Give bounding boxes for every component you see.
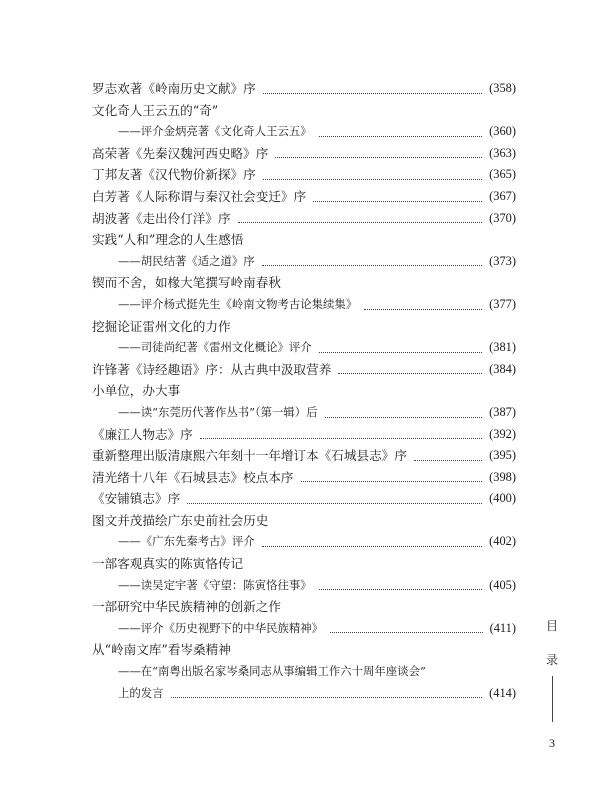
toc-page-number: ( 402 ) xyxy=(489,531,516,553)
dot-leader xyxy=(319,352,482,353)
dot-leader xyxy=(330,632,483,633)
toc-page-number: ( 373 ) xyxy=(489,251,516,273)
toc-title: 重新整理出版清康熙六年刻十一年增订本《石城县志》序 xyxy=(92,448,407,464)
dot-leader xyxy=(262,546,482,547)
toc-entry-row xyxy=(92,316,516,338)
dot-leader xyxy=(319,589,482,590)
dot-leader xyxy=(263,93,482,94)
toc-title: 图文并茂描绘广东史前社会历史 xyxy=(92,512,269,528)
dot-leader xyxy=(313,201,482,202)
toc-entry-row xyxy=(92,359,516,381)
toc-title: 《安铺镇志》序 xyxy=(92,491,181,507)
toc-page-number: ( 414 ) xyxy=(489,683,516,705)
toc-subtitle: ——胡民结著《适之道》序 xyxy=(118,253,255,268)
side-margin xyxy=(538,612,566,751)
toc-subtitle: ——读“东莞历代著作丛书”（第一辑）后 xyxy=(118,404,318,419)
toc-subtitle: ——司徒尚纪著《雷州文化概论》评介 xyxy=(118,340,312,355)
toc-subtitle-row xyxy=(92,121,516,143)
side-divider xyxy=(552,676,553,722)
toc-page-number: ( 384 ) xyxy=(489,359,516,381)
toc-entry-row xyxy=(92,100,516,122)
toc-entry-row xyxy=(92,272,516,294)
dot-leader xyxy=(338,373,482,374)
toc-title: 高荣著《先秦汉魏河西史略》序 xyxy=(92,145,269,161)
toc-subtitle: ——评介《历史视野下的中华民族精神》 xyxy=(118,620,324,635)
toc-entry-row xyxy=(92,380,516,402)
toc-title: 一部客观真实的陈寅恪传记 xyxy=(92,556,244,572)
toc-entry-row xyxy=(92,78,516,100)
toc-entry-row xyxy=(92,639,516,661)
toc-subtitle: ——读吴定宇著《守望：陈寅恪往事》 xyxy=(118,577,312,592)
toc-subtitle: 上的发言 xyxy=(118,685,164,700)
toc-subtitle-row xyxy=(92,618,516,640)
toc-subtitle-row xyxy=(92,683,516,705)
dot-leader xyxy=(263,179,482,180)
toc-subtitle-row xyxy=(92,294,516,316)
toc-subtitle: ——《广东先秦考古》评介 xyxy=(118,534,255,549)
toc-entry-row xyxy=(92,445,516,467)
toc-page-number: ( 360 ) xyxy=(489,121,516,143)
toc-page-number: ( 358 ) xyxy=(489,78,516,100)
toc-entry-row xyxy=(92,186,516,208)
toc-entry-row xyxy=(92,229,516,251)
toc-entry-row xyxy=(92,488,516,510)
dot-leader xyxy=(275,157,482,158)
toc-title: 锲而不舍，如椽大笔撰写岭南春秋 xyxy=(92,275,281,291)
toc-subtitle-row xyxy=(92,337,516,359)
toc-subtitle: ——评介杨式挺先生《岭南文物考古论集续集》 xyxy=(118,296,358,311)
toc-page-number: ( 405 ) xyxy=(489,575,516,597)
toc-title: 清光绪十八年《石城县志》校点本序 xyxy=(92,469,294,485)
toc-title: 实践“人和”理念的人生感悟 xyxy=(92,232,244,248)
toc-entry-row xyxy=(92,164,516,186)
toc-entry-row xyxy=(92,596,516,618)
toc-entry-row xyxy=(92,510,516,532)
toc-page-number: ( 365 ) xyxy=(489,164,516,186)
toc-subtitle-row xyxy=(92,661,516,683)
toc-page-number: ( 398 ) xyxy=(489,467,516,489)
dot-leader xyxy=(262,265,482,266)
toc-title: 胡波著《走出伶仃洋》序 xyxy=(92,210,231,226)
table-of-contents xyxy=(92,78,516,704)
toc-page-number: ( 392 ) xyxy=(489,424,516,446)
toc-entry-row xyxy=(92,467,516,489)
toc-title: 丁邦友著《汉代物价新探》序 xyxy=(92,167,256,183)
toc-title: 一部研究中华民族精神的创新之作 xyxy=(92,599,281,615)
dot-leader xyxy=(364,309,482,310)
toc-page-number: ( 381 ) xyxy=(489,337,516,359)
dot-leader xyxy=(187,503,482,504)
side-label-mu: 目 xyxy=(545,619,558,633)
toc-title: 从“岭南文库”看岑桑精神 xyxy=(92,642,231,658)
toc-title: 文化奇人王云五的“奇” xyxy=(92,102,219,118)
toc-subtitle-row xyxy=(92,531,516,553)
dot-leader xyxy=(171,697,483,698)
toc-entry-row xyxy=(92,424,516,446)
toc-title: 小单位，办大事 xyxy=(92,383,181,399)
toc-subtitle-row xyxy=(92,251,516,273)
toc-page-number: ( 411 ) xyxy=(490,618,516,640)
toc-title: 罗志欢著《岭南历史文献》序 xyxy=(92,81,256,96)
toc-page-number: ( 367 ) xyxy=(489,186,516,208)
dot-leader xyxy=(319,136,482,137)
toc-subtitle: ——在“南粤出版名家岑桑同志从事编辑工作六十周年座谈会” xyxy=(118,664,426,679)
toc-page-number: ( 395 ) xyxy=(489,445,516,467)
toc-subtitle-row xyxy=(92,575,516,597)
toc-page-number: ( 387 ) xyxy=(489,402,516,424)
toc-subtitle: ——评介金炳亮著《文化奇人王云五》 xyxy=(118,124,312,139)
toc-page-number: ( 363 ) xyxy=(489,143,516,165)
side-label-lu: 录 xyxy=(545,653,558,667)
toc-entry-row xyxy=(92,208,516,230)
page-number: 3 xyxy=(549,736,555,750)
toc-page-number: ( 377 ) xyxy=(489,294,516,316)
dot-leader xyxy=(325,417,483,418)
dot-leader xyxy=(301,481,483,482)
toc-entry-row xyxy=(92,553,516,575)
toc-page-number: ( 400 ) xyxy=(489,488,516,510)
toc-page-number: ( 370 ) xyxy=(489,208,516,230)
toc-title: 挖掘论证雷州文化的力作 xyxy=(92,318,231,334)
toc-title: 许锋著《诗经趣语》序：从古典中汲取营养 xyxy=(92,361,332,377)
toc-title: 白芳著《人际称谓与秦汉社会变迁》序 xyxy=(92,188,307,204)
toc-subtitle-row xyxy=(92,402,516,424)
dot-leader xyxy=(414,460,482,461)
toc-title: 《廉江人物志》序 xyxy=(92,426,193,442)
toc-entry-row xyxy=(92,143,516,165)
dot-leader xyxy=(200,438,482,439)
dot-leader xyxy=(238,222,483,223)
